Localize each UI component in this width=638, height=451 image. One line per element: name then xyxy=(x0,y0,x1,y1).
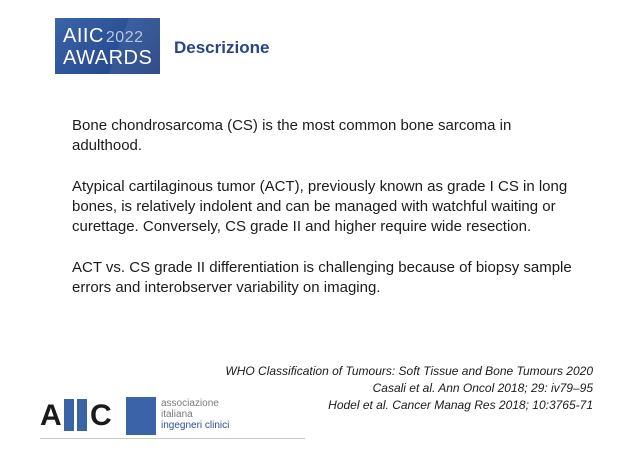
reference-1: WHO Classification of Tumours: Soft Tissue and Bone Tumours 2020 xyxy=(225,364,593,378)
paragraph-2: Atypical cartilaginous tumor (ACT), previously known as grade I CS in long bones, is relatively indolent and can be managed with watchful waiting or curettage. Conversely, CS grade II and higher require wide resection. xyxy=(72,178,568,235)
reference-2: Casali et al. Ann Oncol 2018; 29: iv79–95 xyxy=(372,381,593,395)
paragraph-3: ACT vs. CS grade II differentiation is challenging because of biopsy sample errors and interobserver variability on imaging. xyxy=(72,259,572,296)
logo-bar-2 xyxy=(77,399,87,431)
logo-awards-text: AWARDS xyxy=(63,47,153,69)
org-name xyxy=(161,398,229,431)
aiic-logo-mark: A C xyxy=(40,397,158,435)
aiic-awards-logo xyxy=(55,18,160,74)
org-line-1: associazione xyxy=(161,398,219,409)
org-line-2: italiana xyxy=(161,409,193,420)
page-title: Descrizione xyxy=(174,38,270,57)
logo-aiic-text: AIIC xyxy=(63,25,104,47)
org-line-3: ingegneri clinici xyxy=(161,420,230,431)
reference-3: Hodel et al. Cancer Manag Res 2018; 10:3765-71 xyxy=(328,398,593,412)
aiic-footer-logo xyxy=(40,393,240,437)
logo-blue-box xyxy=(126,397,156,435)
logo-year: 2022 xyxy=(105,29,144,46)
description-body xyxy=(72,116,572,319)
logo-bar-1 xyxy=(64,399,74,431)
references xyxy=(225,363,593,414)
paragraph-1: Bone chondrosarcoma (CS) is the most common bone sarcoma in adulthood. xyxy=(72,117,512,154)
footer-divider xyxy=(40,438,305,439)
